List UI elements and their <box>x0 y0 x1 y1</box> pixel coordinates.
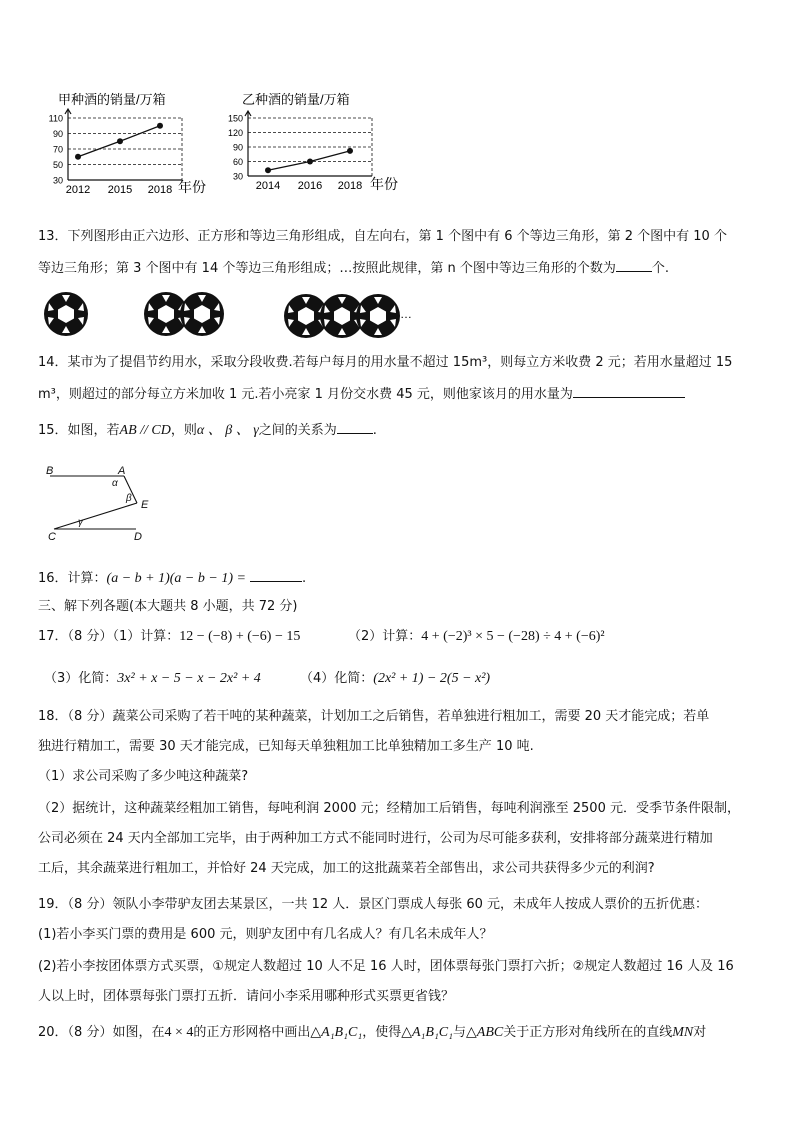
q20-mid2: ，使得 <box>362 1025 402 1040</box>
q19-line4: 人以上时，团体票每张门票打五折．请问小李采用哪种形式买票更省钱？ <box>38 989 455 1004</box>
q15-label-b: B <box>46 465 54 477</box>
yi-xtick-label: 2018 <box>337 180 363 192</box>
jia-data-point <box>75 154 81 160</box>
q16-end: . <box>301 571 307 586</box>
yi-ytick-label: 120 <box>227 128 243 138</box>
q15-figure <box>40 462 170 542</box>
jia-data-point <box>157 123 163 129</box>
chart-yi-sales <box>220 88 420 198</box>
yi-xtick-label: 2014 <box>255 180 281 192</box>
q13-line2 <box>38 258 669 278</box>
chart-jia-title: 甲种酒的销量/万箱 <box>58 92 166 107</box>
chart-jia-xlabel: 年份 <box>178 179 206 195</box>
q17-row2 <box>44 670 261 688</box>
jia-ytick-label: 70 <box>52 144 63 155</box>
yi-ytick-label: 150 <box>227 113 243 124</box>
q14-answer-blank <box>573 384 685 398</box>
chart-jia-axes <box>65 109 182 180</box>
q20-grid-size: 4 × 4 <box>164 1025 194 1040</box>
q13-figure-3 <box>284 294 400 338</box>
q20-line-mn: MN <box>672 1025 694 1040</box>
q18-sub1: （1）求公司采购了多少吨这种蔬菜? <box>38 769 249 784</box>
q13-line2-end: 个. <box>651 261 669 276</box>
jia-ytick-label: 30 <box>52 175 63 186</box>
q13-line1: 13．下列图形由正六边形、正方形和等边三角形组成，自左向右，第 1 个图中有 6 个等边三角形，第 2 个图中有 10 个 <box>38 229 727 244</box>
q20-mid1: 的正方形网格中画出 <box>193 1025 311 1040</box>
q16-expression: (a − b + 1)(a − b − 1) = <box>106 571 246 586</box>
chart-jia-gridlines <box>68 118 182 180</box>
q16-line <box>38 568 306 588</box>
q14-line2-text: m³，则超过的部分每立方米加收 1 元.若小亮家 1 月份交水费 45 元，则他家该月的用水量为 <box>38 387 573 402</box>
q13-figure-2 <box>144 292 224 336</box>
q15-line-ec <box>54 503 137 529</box>
q17-part4-label: （4）化简： <box>300 671 374 686</box>
chart-yi-series <box>265 148 353 173</box>
q13-line2-text: 等边三角形；第 3 个图中有 14 个等边三角形组成；…按照此规律，第 n 个图中等边三角形的个数为 <box>38 261 616 276</box>
q18-sub2-line2: 公司必须在 24 天内全部加工完毕，由于两种加工方式不能同时进行，公司为尽可能多获利，安排将部分蔬菜进行精加 <box>38 831 713 846</box>
chart-yi-xlabel: 年份 <box>370 176 398 192</box>
chart-yi-yticks <box>228 114 243 182</box>
q20-prefix: 20．（8 分）如图，在 <box>38 1025 165 1040</box>
q20-mid4: 关于正方形对角线所在的直线 <box>503 1025 673 1040</box>
yi-data-point <box>347 148 353 154</box>
jia-ytick-label: 90 <box>52 129 63 139</box>
chart-jia-series <box>75 123 163 160</box>
q15-label-d: D <box>134 531 142 542</box>
q13-pattern-figures <box>38 286 418 344</box>
chart-yi-xticks <box>256 180 362 192</box>
q15-label-beta: β <box>126 493 132 504</box>
q19-line2: (1)若小李买门票的费用是 600 元，则驴友团中有几名成人？有几名未成年人？ <box>38 927 493 942</box>
q16-prefix: 16．计算： <box>38 571 107 586</box>
q15-label-a: A <box>118 465 126 477</box>
yi-data-point <box>307 159 313 165</box>
q17-part3-expr: 3x² + x − 5 − x − 2x² + 4 <box>117 671 261 686</box>
q15-angles: α 、 β 、 γ <box>196 423 259 438</box>
q15-post: 之间的关系为 <box>258 423 337 438</box>
q15-answer-blank <box>337 420 373 434</box>
q13-figure-1 <box>44 292 88 336</box>
q15-mid: ，则 <box>170 423 197 438</box>
q17-part2-expr: 4 + (−2)³ × 5 − (−28) ÷ 4 + (−6)² <box>421 629 605 644</box>
q17-row2-part4 <box>300 670 490 688</box>
q15-label-c: C <box>48 531 56 542</box>
yi-ytick-label: 60 <box>232 157 243 167</box>
q15-end: . <box>372 423 377 438</box>
yi-ytick-label: 90 <box>232 142 243 153</box>
jia-ytick-label: 110 <box>48 113 63 124</box>
q15-line <box>38 420 377 440</box>
q18-sub2-line3: 工后，其余蔬菜进行粗加工，并恰好 24 天完成，加工的这批蔬菜若全部售出，求公司共获得多少元的利润? <box>38 861 655 876</box>
q18-line1: 18．（8 分）蔬菜公司采购了若干吨的某种蔬菜，计划加工之后销售，若单独进行粗加工，需要 20 天才能完成；若单 <box>38 709 710 724</box>
chart-jia-sales <box>30 88 220 198</box>
q17-row1-part2 <box>348 628 605 646</box>
q15-label-gamma: γ <box>78 517 83 528</box>
q20-triangle-3: △ABC <box>466 1025 504 1040</box>
q18-sub2-line1: （2）据统计，这种蔬菜经粗加工销售，每吨利润 2000 元；经精加工后销售，每吨利润涨至 2500 元．受季节条件限制， <box>38 801 740 816</box>
q17-part3-label: （3）化简： <box>44 671 118 686</box>
jia-xtick-label: 2018 <box>147 184 173 196</box>
q17-part4-expr: (2x² + 1) − 2(5 − x²) <box>373 671 491 686</box>
q17-part2-label: （2）计算： <box>348 629 422 644</box>
q13-answer-blank <box>616 258 652 272</box>
q14-line2 <box>38 384 685 404</box>
q15-label-alpha: α <box>112 478 118 489</box>
chart-yi-title: 乙种酒的销量/万箱 <box>242 92 350 107</box>
q17-part1-expr: 12 − (−8) + (−6) − 15 <box>179 629 301 644</box>
yi-data-point <box>265 167 271 173</box>
jia-data-point <box>117 138 123 144</box>
q16-answer-blank <box>250 568 302 582</box>
chart-jia-xticks <box>66 184 172 196</box>
q15-prefix: 15．如图，若 <box>38 423 120 438</box>
q17-row1 <box>38 628 300 646</box>
chart-yi-axes <box>245 111 372 176</box>
q19-line1: 19．（8 分）领队小李带驴友团去某景区，一共 12 人．景区门票成人每张 60 元，未成年人按成人票价的五折优惠： <box>38 897 709 912</box>
q15-condition: AB // CD <box>119 423 171 438</box>
chart-yi-gridlines <box>248 118 372 176</box>
yi-ytick-label: 30 <box>232 171 243 182</box>
q15-label-e: E <box>141 499 149 511</box>
q20-end: 对 <box>693 1025 707 1040</box>
jia-xtick-label: 2015 <box>107 184 133 196</box>
jia-ytick-label: 50 <box>52 160 63 170</box>
q19-line3: (2)若小李按团体票方式买票，①规定人数超过 10 人不足 16 人时，团体票每张门票打六折；②规定人数超过 16 人及 16 <box>38 959 734 974</box>
jia-xtick-label: 2012 <box>65 184 91 196</box>
yi-xtick-label: 2016 <box>297 180 323 192</box>
q20-mid3: 与 <box>453 1025 467 1040</box>
q20-line1 <box>38 1024 706 1042</box>
q20-triangle-2: △A₁B₁C₁ <box>401 1025 454 1040</box>
section-3-heading: 三、解下列各题(本大题共 8 小题，共 72 分) <box>38 599 298 614</box>
chart-jia-yticks <box>49 114 63 186</box>
q20-triangle-1: △A₁B₁C₁ <box>310 1025 363 1040</box>
q14-line1: 14．某市为了提倡节约用水，采取分段收费.若每户每月的用水量不超过 15m³，则每立方米收费 2 元；若用水量超过 15 <box>38 355 733 370</box>
q13-ellipsis: … <box>400 307 412 321</box>
q17-part1-label: 17．（8 分）（1）计算： <box>38 629 180 644</box>
q18-line2: 独进行精加工，需要 30 天才能完成，已知每天单独粗加工比单独精加工多生产 10 吨. <box>38 739 534 754</box>
